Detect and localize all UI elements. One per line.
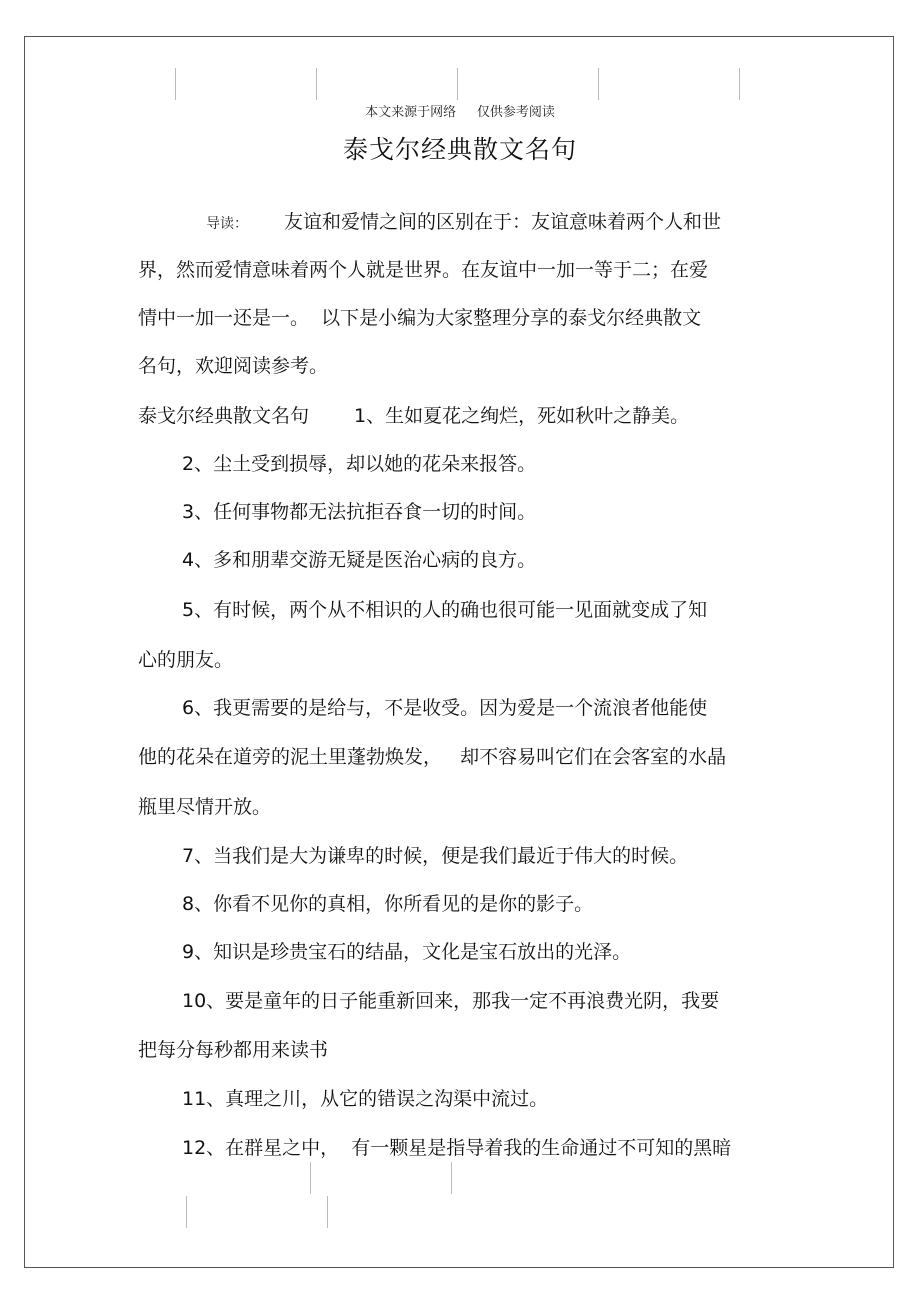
top-tick-mark (457, 68, 458, 100)
source-note: 本文来源于网络 仅供参考阅读 (365, 105, 555, 120)
top-tick-mark (598, 68, 599, 100)
top-tick-mark (175, 68, 176, 100)
quote-line: 心的朋友。 (138, 649, 234, 671)
quote-line: 7、当我们是大为谦卑的时候，便是我们最近于伟大的时候。 (182, 845, 689, 867)
top-tick-mark (316, 68, 317, 100)
intro-label: 导读： (206, 216, 248, 232)
quote-line: 他的花朵在道旁的泥土里蓬勃焕发， 却不容易叫它们在会客室的水晶 (138, 746, 727, 768)
quote-line: 10、要是童年的日子能重新回来，那我一定不再浪费光阴，我要 (182, 990, 720, 1012)
quote-line: 12、在群星之中， 有一颗星是指导着我的生命通过不可知的黑暗 (182, 1137, 732, 1159)
quote-line: 把每分每秒都用来读书 (138, 1039, 329, 1061)
document-title: 泰戈尔经典散文名句 (342, 135, 577, 164)
top-tick-mark (739, 68, 740, 100)
quote-line: 6、我更需要的是给与，不是收受。因为爱是一个流浪者他能使 (182, 697, 708, 719)
quote-line: 1、生如夏花之绚烂，死如秋叶之静美。 (354, 405, 690, 427)
intro-line: 情中一加一还是一。 以下是小编为大家整理分享的泰戈尔经典散文 (138, 307, 702, 329)
quote-line: 5、有时候，两个从不相识的人的确也很可能一见面就变成了知 (182, 599, 708, 621)
bottom-tick-mark (310, 1162, 311, 1194)
bottom-tick-mark (327, 1196, 328, 1228)
quote-line: 3、任何事物都无法抗拒吞食一切的时间。 (182, 501, 537, 523)
quote-line: 11、真理之川，从它的错误之沟渠中流过。 (182, 1088, 549, 1110)
intro-line: 名句，欢迎阅读参考。 (138, 355, 329, 377)
quote-line: 瓶里尽情开放。 (138, 796, 272, 818)
quote-line: 9、知识是珍贵宝石的结晶，文化是宝石放出的光泽。 (182, 941, 632, 963)
quote-line: 8、你看不见你的真相，你所看见的是你的影子。 (182, 893, 594, 915)
intro-line: 友谊和爱情之间的区别在于：友谊意味着两个人和世 (284, 211, 722, 233)
quote-line: 2、尘土受到损辱，却以她的花朵来报答。 (182, 453, 537, 475)
section-heading: 泰戈尔经典散文名句 (138, 405, 310, 427)
intro-line: 界，然而爱情意味着两个人就是世界。在友谊中一加一等于二；在爱 (138, 259, 709, 281)
quote-line: 4、多和朋辈交游无疑是医治心病的良方。 (182, 549, 537, 571)
bottom-tick-mark (451, 1162, 452, 1194)
bottom-tick-mark (186, 1196, 187, 1228)
